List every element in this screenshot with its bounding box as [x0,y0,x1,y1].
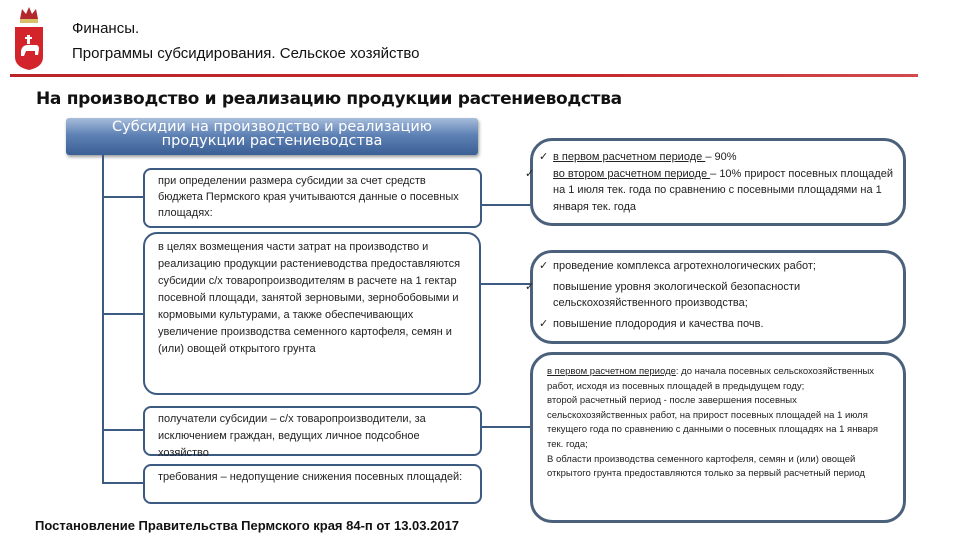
box-requirements [143,464,482,504]
period-2-text: второй расчетный период - после завершения посевных сельскохозяйственных работ, на прирост посевных площадей на 1 июля текущего года по сравнению с данными о посевных площадях на 1 января тек. года; [547,395,878,450]
box-period-details [530,352,906,523]
connector-right [481,204,533,206]
checkmark-icon: ✓ [539,318,549,330]
list-item: ✓ повышение плодородия и качества почв. [539,318,764,330]
connector-branch [102,313,144,315]
footer-resolution: Постановление Правительства Пермского края 84-п от 13.03.2017 [35,518,460,533]
list-item: ✓ проведение комплекса агротехнологических работ; [539,260,816,272]
seed-note-text: В области производства семенного картофеля, семян и (или) овощей открытого грунта предоставляются только за первый расчетный период [547,453,865,480]
connector-branch [102,482,144,484]
main-subsidy-box [66,118,478,155]
box-payment-periods [525,138,906,226]
header-title-line1: Финансы. [72,20,140,37]
list-item: ✓ в первом расчетном периоде – 90% [539,149,895,166]
box-text: требования – недопущение снижения посевных площадей: [158,471,463,483]
box-recipients [143,406,482,459]
list-item: ✓ повышение уровня экологической безопасности сельскохозяйственного производства; [525,281,801,309]
main-box-line2: продукции растениеводства [161,133,383,149]
checkmark-icon: ✓ [539,260,549,272]
connector-branch [102,429,144,431]
perm-krai-coat-of-arms-logo [12,5,46,71]
header-title-line2: Программы субсидирования. Сельское хозяйство [72,45,420,62]
box-subsidy-purpose [143,232,481,395]
checkmark-icon: ✓ [539,151,549,163]
box-text: получатели субсидии – с/х товаропроизводители, за исключением граждан, ведущих личное подсобное хозяйство [158,413,426,459]
box-text: при определении размера субсидии за счет средств бюджета Пермского края учитываются данные о посевных площадях: [158,175,459,219]
connector-right [481,426,533,428]
list-item: ✓ во втором расчетном периоде – 10% прирост посевных площадей на 1 июля тек. года по сравнению с посевными площадями на 1 января тек. года [525,167,893,213]
checkmark-icon: ✓ [525,167,535,180]
box-text: в целях возмещения части затрат на производство и реализацию продукции растениеводства предоставляются субсидии с/х товаропроизводителям в расчете на 1 гектар посевной площади, занятой зерновыми, зернобобовыми и кормовыми культурами, а также обеспечивающих увеличение производства семенного картофеля, семян и (или) овощей открытого грунта [158,241,461,355]
page-heading: На производство и реализацию продукции растениеводства [36,89,622,109]
header-divider [10,74,918,77]
box-subsidy-calculation [143,168,482,228]
checkmark-icon: ✓ [525,281,535,293]
box-conditions [525,250,906,344]
connector-branch [102,196,144,198]
main-box-line1: Субсидии на производство и реализацию [112,119,432,135]
period-1-text: в первом расчетном периоде: до начала посевных сельскохозяйственных работ, исходя из посевных площадей в предыдущем году; [547,366,875,392]
connector-vertical [102,155,104,483]
